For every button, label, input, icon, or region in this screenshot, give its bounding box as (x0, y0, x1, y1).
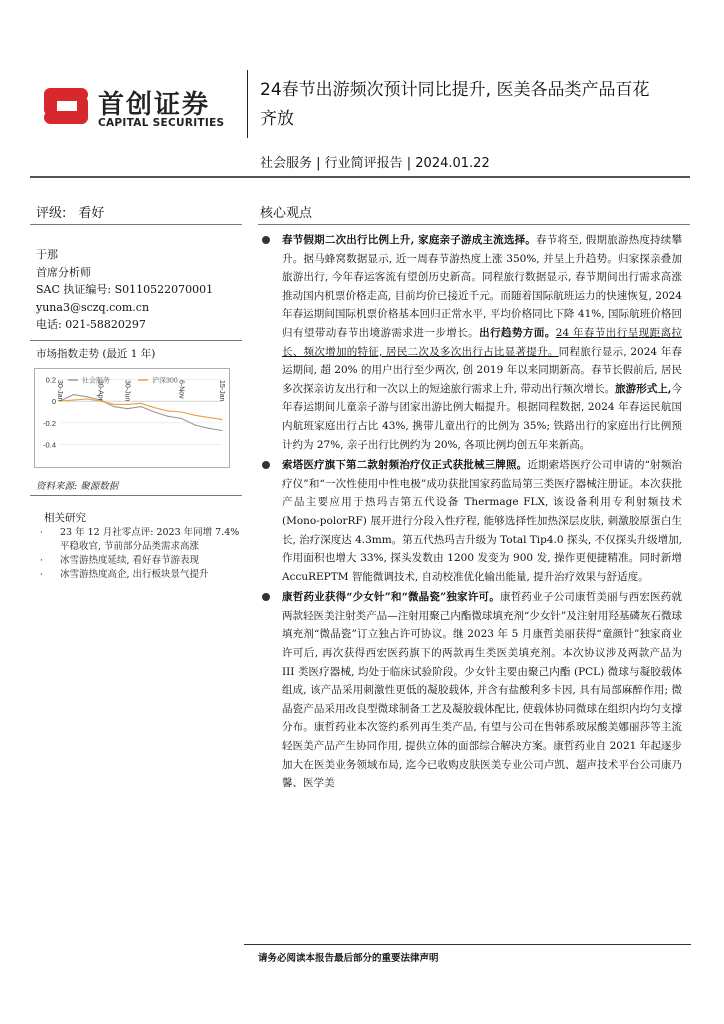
chart-point (140, 406, 141, 407)
chart-point (194, 415, 195, 416)
chart-heading: 市场指数走势 (最近 1 年) (36, 348, 156, 360)
related-item[interactable]: · 冰雪游热度高企, 出行板块景气提升 (40, 568, 245, 582)
related-item[interactable]: · 23 年 12 月社零点评: 2023 年同增 7.4% 平稳收官, 节前部分品类需求高涨 (40, 526, 245, 554)
related-heading: 相关研究 (44, 512, 86, 524)
logo-text-cn: 首创证券 (98, 90, 211, 120)
chart-point (221, 430, 222, 431)
point-sublead: 出行趋势方面。 (479, 326, 556, 339)
footer-rule (244, 944, 691, 945)
chart-point (86, 398, 87, 399)
analyst-role: 首席分析师 (36, 265, 91, 279)
rating-label: 评级: (36, 206, 67, 221)
header-divider (247, 70, 248, 138)
chart-series-line (60, 395, 222, 431)
point-text: 同程旅行显示, 2024 年春运期间, 超 20% 的用户出行至少两次, 创 2019 年以来同期新高。春节长假前后, 居民多次探亲访友出行和一次以上的短途旅行需求上升, 带动出行频次增长。 (282, 345, 682, 395)
point-lead: 康哲药业获得“少女针”和“微晶瓷”独家许可。 (282, 591, 500, 604)
analyst-rule (30, 340, 242, 341)
point-text: 近期索塔医疗公司申请的“射频治疗仪”和“一次性使用中性电极”成功获批国家药监局第三类医疗器械注册证。本次获批产品主要应用于热玛吉第五代设备 Thermage FLX, 该设备利用专利射频技术 (Mono-polorRF) 展开进行分段入性疗程, 能够选择性加热深层皮肤, 刺激胶原蛋白生长, 治疗深度达 4.3mm。第五代热玛吉升级为 Total Tip4.0 探头, 不仅探头升级增加, 作用面积也增大 33%, 探头发数由 1200 发变为 900 发, 操作更便捷精准。同时新增 AccuREPTM 智能微调技术, 自动校准优化输出能量, 提升治疗效果与舒适度。 (282, 459, 682, 583)
chart-point (127, 408, 128, 409)
chart-xtick-label: 30-Jun (123, 380, 131, 402)
bullet-icon (262, 593, 270, 601)
company-logo (40, 80, 240, 132)
point-text: 康哲药业子公司康哲美丽与西宏医药就两款轻医美注射类产品—注射用聚己内酯微球填充剂“少女针”及注射用羟基磷灰石微球填充剂“微晶瓷”订立独占许可协议。继 2023 年 5 月康哲美丽获得“童颜针”独家商业许可后, 再次获得西宏医药旗下的两款再生类医美填充剂。本次协议涉及两款产品为 III 类医疗器械, 均处于临床试验阶段。少女针主要由聚己内酯 (PCL) 微球与凝胶载体组成, 该产品采用刺激性更低的凝胶载体, 并含有盐酸利多卡因, 具有局部麻醉作用; 微晶瓷产品采用改良型微球制备工艺及凝胶载体配比, 使载体协同微球在组织内均匀支撑分布。康哲药业本次签约系列再生类产品, 有望与公司在售韩系玻尿酸美娜丽莎等主流轻医美产品产生协同作用, 提供立体的面部综合解决方案。康哲药业自 2021 年起逐步加大在医美业务领域布局, 迄今已收购皮肤医美专业公司卢凯、超声技术平台公司康乃馨、医学美 (282, 591, 682, 790)
chart-point (208, 428, 209, 429)
report-subtitle: 社会服务 | 行业简评报告 | 2024.01.22 (260, 156, 490, 171)
analyst-email: yuna3@sczq.com.cn (36, 300, 150, 314)
chart-xtick-label: 6-Nov (177, 380, 185, 399)
analyst-phone: 电话: 021-58820297 (36, 318, 146, 331)
related-item[interactable]: · 冰雪游热度延续, 看好春节游表现 (40, 554, 245, 568)
point-sublead: 旅游形式上, (615, 382, 672, 395)
report-title-line2: 齐放 (260, 109, 294, 129)
related-list (40, 526, 245, 582)
point-lead: 春节假期二次出行比例上升, 家庭亲子游成主流选择。 (282, 234, 536, 246)
chart-point (167, 410, 168, 411)
chart-point (221, 419, 222, 420)
core-heading: 核心观点 (260, 206, 313, 221)
rating-value: 看好 (78, 206, 105, 221)
index-chart (34, 368, 230, 468)
point-lead: 索塔医疗旗下第二款射频治疗仪正式获批械三牌照。 (282, 459, 528, 472)
core-points (262, 231, 682, 793)
bullet-icon (262, 236, 270, 244)
rating (36, 202, 104, 221)
source-rule (30, 495, 242, 496)
point-sota (262, 456, 682, 586)
chart-xtick-label: 30-Jan (56, 380, 63, 402)
chart-xtick-label: 15-Jan (218, 380, 225, 402)
footer-disclaimer: 请务必阅读本报告最后部分的重要法律声明 (258, 953, 439, 964)
chart-point (113, 406, 114, 407)
point-cms (262, 588, 682, 793)
chart-point (140, 403, 141, 404)
capital-securities-logo-icon (40, 80, 92, 132)
logo-text-en: CAPITAL SECURITIES (98, 117, 225, 129)
report-title-line1: 24春节出游频次预计同比提升, 医美各品类产品百花 (260, 80, 650, 100)
chart-ytick-label: -0.2 (43, 418, 56, 428)
chart-point (86, 396, 87, 397)
chart-point (167, 416, 168, 417)
chart-point (154, 407, 155, 408)
chart-point (73, 399, 74, 400)
chart-ytick-label: -0.4 (43, 440, 56, 450)
legend-label: 社会服务 (82, 377, 110, 385)
chart-point (208, 417, 209, 418)
analyst-name: 于那 (36, 248, 58, 261)
chart-ytick-label: 0 (51, 397, 56, 407)
chart-source: 资料来源: 聚源数据 (36, 481, 119, 492)
index-chart-svg (34, 368, 230, 468)
chart-point (73, 394, 74, 395)
bullet-icon (262, 461, 270, 469)
chart-point (127, 404, 128, 405)
chart-point (194, 424, 195, 425)
core-rule (258, 224, 690, 225)
legend-label: 沪深300 (152, 377, 178, 385)
chart-point (154, 411, 155, 412)
header-rule (30, 176, 690, 178)
chart-point (181, 418, 182, 419)
point-travel (262, 231, 682, 454)
analyst-info (36, 246, 213, 334)
chart-ytick-label: 0.2 (45, 375, 56, 385)
chart-point (113, 404, 114, 405)
point-highlight: 24 年春节出行呈现距离拉长、频次增加的特征, 居民二次及多次出行占比显著提升。 (282, 326, 683, 358)
rating-rule (30, 224, 242, 225)
point-text: 春节将至, 假期旅游热度持续攀升。据马蜂窝数据显示, 近一周春节游热度上涨 350%, 并呈上升趋势。归家探亲叠加旅游出行, 今年春运客流有望创历史新高。同程旅行数据显示, 春节期间出行需求高涨推动国内机票价格走高, 目前均价已接近千元。而随着国际航班运力的快速恢复, 2024 年春运期间国际机票价格基本回归正常水平, 平均价格同比下降 41%, 国际航班价格回归有望带动春节出境游需求进一步增长。 (282, 234, 682, 339)
chart-xtick-label: 30-Apr (96, 380, 104, 402)
chart-series-line (60, 399, 222, 420)
report-title (260, 76, 690, 134)
chart-point (181, 411, 182, 412)
analyst-sac: SAC 执证编号: S0110522070001 (36, 283, 214, 296)
point-text: 今年春运期间儿童亲子游与团家出游比例大幅提升。根据同程数据, 2024 年春运民航国内航班家庭出行占比 43%, 携带儿童出行的比例为 35%; 铁路出行的家庭出行比例预计约为 27%, 亲子出行比例约为 20%, 各项比例均创五年来新高。 (282, 382, 682, 451)
